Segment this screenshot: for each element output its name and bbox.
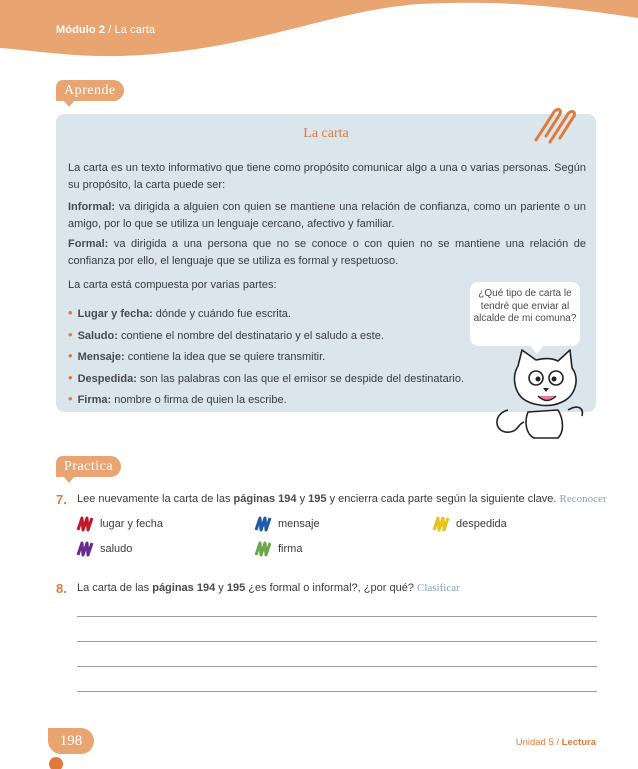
key-item-firma	[254, 541, 302, 557]
footer-unit	[516, 737, 596, 748]
q8-text-c: ¿es formal o informal?, ¿por qué?	[245, 582, 414, 594]
formal-text: va dirigida a una persona que no se conoce o con quien no se mantiene una relación de confianza por ello, el lenguaje que se utiliza es formal y respetuoso.	[68, 238, 586, 267]
part-text: nombre o firma de quien la escribe.	[111, 394, 287, 406]
footer-separator: /	[553, 737, 562, 748]
header-breadcrumb	[56, 24, 155, 36]
green-scribble-icon	[254, 541, 272, 557]
key-label: lugar y fecha	[100, 518, 163, 530]
skill-label: Clasificar	[417, 582, 460, 594]
formal-label: Formal:	[68, 238, 109, 250]
yellow-scribble-icon	[432, 516, 450, 532]
q7-pages2: 195	[308, 493, 327, 505]
intro-paragraph: La carta es un texto informativo que tiene como propósito comunicar algo a una o varias personas. Según su propósito, la carta puede ser:	[68, 162, 586, 191]
unit-label: Unidad 5	[515, 737, 554, 748]
key-item-saludo	[76, 541, 132, 557]
q8-pages2: 195	[226, 582, 246, 594]
red-scribble-icon	[76, 516, 94, 532]
informal-paragraph	[68, 199, 586, 233]
list-item	[68, 368, 508, 390]
key-label: mensaje	[278, 518, 320, 530]
question-7-number: 7.	[56, 492, 67, 507]
list-item	[68, 389, 508, 411]
formal-paragraph	[68, 236, 586, 270]
purple-scribble-icon	[76, 541, 94, 557]
bullet-icon: •	[68, 391, 73, 406]
part-text: contiene la idea que se quiere transmitir.	[124, 351, 326, 363]
q7-pages: páginas 194	[233, 493, 297, 505]
part-label: Saludo:	[77, 329, 118, 342]
practica-tag: Practica	[56, 456, 121, 477]
part-label: Despedida:	[77, 372, 137, 385]
speech-bubble: ¿Qué tipo de carta le tendré que enviar al alcalde de mi comuna?	[470, 282, 580, 346]
list-item	[68, 325, 508, 347]
q7-text-b: y	[296, 493, 309, 505]
learn-title: La carta	[303, 126, 349, 141]
breadcrumb-separator: /	[105, 24, 115, 36]
answer-line[interactable]	[77, 666, 597, 667]
question-7-text	[77, 493, 607, 505]
answer-line[interactable]	[77, 691, 597, 692]
bullet-icon: •	[68, 348, 73, 363]
header-title: La carta	[114, 24, 156, 36]
section-label: Lectura	[561, 737, 596, 748]
part-text: contiene el nombre del destinatario y el saludo a este.	[117, 329, 384, 342]
informal-text: va dirigida a alguien con quien se mantiene una relación de confianza, como un pariente o un amigo, por lo que se utiliza un lenguaje cercano, afectivo y familiar.	[68, 201, 586, 230]
key-item-despedida	[432, 516, 507, 532]
page-number: 198	[48, 728, 94, 754]
parts-list	[68, 303, 508, 411]
q8-pages: páginas 194	[152, 582, 216, 594]
answer-line[interactable]	[77, 616, 597, 617]
key-label: despedida	[456, 518, 507, 530]
key-item-mensaje	[254, 516, 320, 532]
aprende-tag: Aprende	[56, 80, 124, 101]
page-dot-decoration	[49, 757, 63, 769]
skill-label: Reconocer	[559, 493, 607, 505]
page-header	[0, 0, 638, 62]
informal-label: Informal:	[68, 201, 116, 213]
answer-line[interactable]	[77, 641, 597, 642]
part-label: Firma:	[77, 394, 112, 406]
part-text: son las palabras con las que el emisor se despide del destinatario.	[136, 372, 464, 385]
q8-text-b: y	[215, 582, 227, 594]
bullet-icon: •	[68, 326, 73, 342]
q7-text-c: y encierra cada parte según la siguiente clave.	[326, 493, 557, 505]
list-item	[68, 346, 508, 368]
key-item-lugar-fecha	[76, 516, 163, 532]
key-label: firma	[278, 543, 303, 555]
list-item	[68, 303, 508, 325]
part-text: dónde y cuándo fue escrita.	[152, 308, 291, 320]
module-label: Módulo 2	[56, 24, 106, 36]
part-label: Lugar y fecha:	[77, 308, 153, 320]
parts-intro: La carta está compuesta por varias partes:	[68, 279, 277, 291]
cat-mascot-icon	[488, 348, 598, 448]
bullet-icon: •	[68, 369, 73, 385]
q7-text-a: Lee nuevamente la carta de las	[77, 493, 234, 505]
q8-text-a: La carta de las	[77, 582, 153, 594]
paperclip-icon	[530, 106, 576, 146]
bullet-icon: •	[68, 305, 73, 320]
question-8-text	[77, 582, 460, 594]
question-8-number: 8.	[56, 581, 67, 596]
key-label: saludo	[100, 543, 133, 555]
blue-scribble-icon	[254, 516, 272, 532]
part-label: Mensaje:	[77, 351, 125, 363]
